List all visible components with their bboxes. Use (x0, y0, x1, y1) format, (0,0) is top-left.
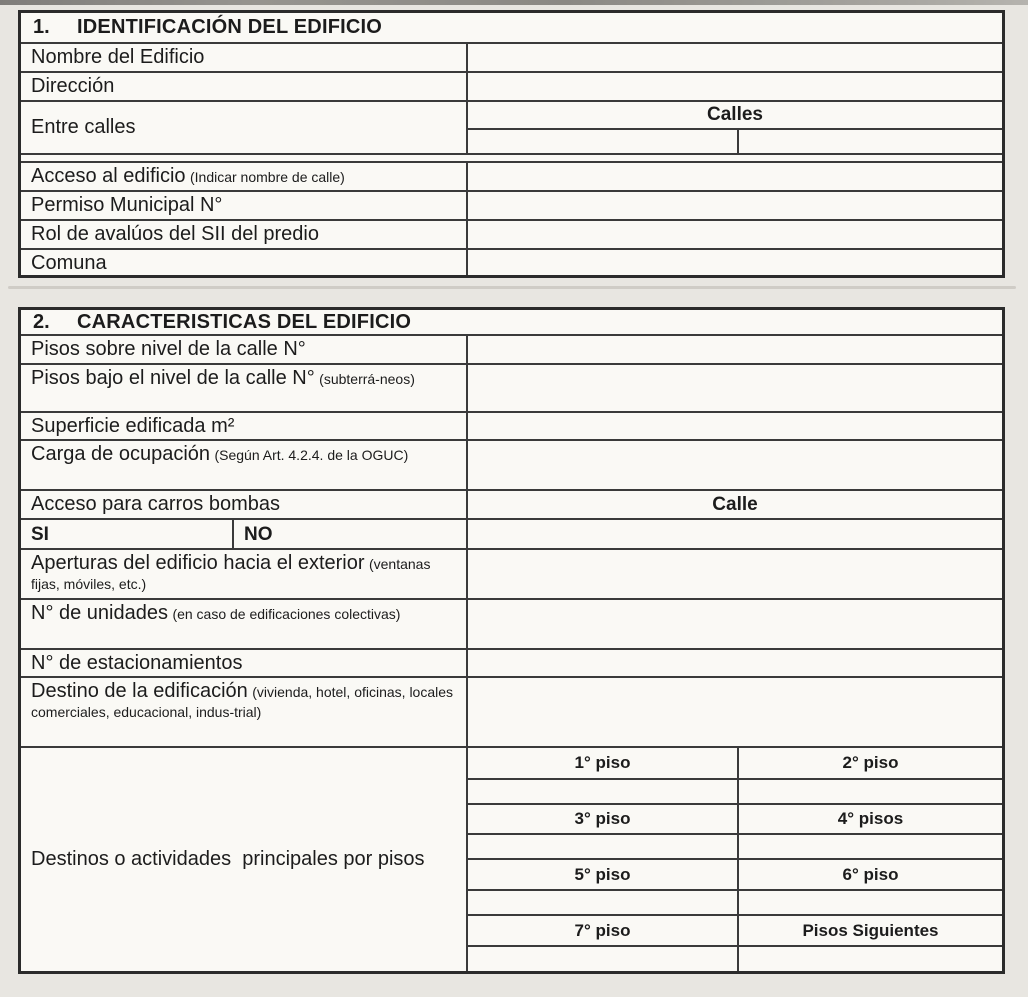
field-pisos-sobre-nivel (468, 336, 1002, 363)
label-cell (21, 550, 468, 598)
field-superficie-edificada (468, 413, 1002, 439)
row-aperturas-exterior (21, 548, 1002, 598)
row-nombre-del-edificio (21, 42, 1002, 71)
calles-split-row (468, 128, 1002, 153)
nombre-label: Nombre del Edificio (31, 46, 205, 68)
floor-value-row (468, 945, 1002, 971)
row-acceso-al-edificio (21, 161, 1002, 190)
section1-number: 1. (33, 16, 50, 38)
field-6-piso (739, 891, 1002, 914)
floor-header-row (468, 803, 1002, 833)
label-cell (21, 163, 468, 190)
aperturas-label: Aperturas del edificio hacia el exterior (31, 552, 365, 574)
entre-calles-label: Entre calles (31, 115, 136, 138)
section1-title: IDENTIFICACIÓN DEL EDIFICIO (77, 16, 383, 38)
label-cell (21, 102, 468, 153)
field-permiso-municipal (468, 192, 1002, 219)
label-cell (21, 44, 468, 71)
section2-header-row (21, 310, 1002, 334)
label-cell (21, 73, 468, 100)
label-cell (21, 491, 468, 518)
destino-note: (vivienda, hotel, oficinas, locales comerciales, educacional, indus-trial) (31, 684, 454, 720)
floor-label-4-pisos: 4° pisos (837, 809, 904, 828)
field-1-piso (468, 780, 739, 803)
si-no-cells (21, 520, 468, 548)
floor-label-2-piso: 2° piso (842, 753, 899, 772)
field-destino-edificacion (468, 678, 1002, 746)
row-numero-estacionamientos (21, 648, 1002, 676)
row-direccion (21, 71, 1002, 100)
floor-label-5-piso: 5° piso (468, 860, 739, 889)
spacer-row (21, 153, 1002, 161)
table-identificacion-del-edificio (18, 10, 1005, 278)
label-cell (21, 221, 468, 248)
floor-value-row (468, 778, 1002, 803)
unidades-note: (en caso de edificaciones colectivas) (172, 606, 401, 622)
pisos-bajo-label: Pisos bajo el nivel de la calle N° (31, 367, 315, 389)
floor-label-pisos-siguientes: Pisos Siguientes (802, 920, 939, 940)
scan-smudge-artifact (8, 286, 1016, 289)
row-carga-de-ocupacion (21, 439, 1002, 489)
field-calle-2 (739, 130, 1002, 153)
field-4-pisos (739, 835, 1002, 858)
label-cell (21, 365, 468, 411)
entre-calles-value-area (468, 102, 1002, 153)
row-comuna (21, 248, 1002, 275)
field-nombre-del-edificio (468, 44, 1002, 71)
section2-title: CARACTERISTICAS DEL EDIFICIO (77, 310, 412, 333)
field-carga-de-ocupacion (468, 441, 1002, 489)
row-rol-avaluos (21, 219, 1002, 248)
floor-header-row (468, 858, 1002, 889)
pisos-sobre-label: Pisos sobre nivel de la calle N° (31, 338, 306, 360)
permiso-label: Permiso Municipal N° (31, 194, 223, 216)
acceso-label: Acceso al edificio (31, 165, 186, 187)
floor-value-row (468, 833, 1002, 858)
floor-label-3-piso: 3° piso (468, 805, 739, 833)
floors-grid (468, 748, 1002, 971)
field-numero-estacionamientos (468, 650, 1002, 676)
acceso-bombas-label: Acceso para carros bombas (31, 493, 281, 515)
superficie-label: Superficie edificada m² (31, 415, 235, 437)
section2-number: 2. (33, 310, 50, 333)
field-acceso-al-edificio (468, 163, 1002, 190)
field-calle-1 (468, 130, 739, 153)
field-pisos-bajo-nivel (468, 365, 1002, 411)
label-cell (21, 600, 468, 648)
calles-header-cell: Calles (707, 103, 763, 125)
label-cell (21, 192, 468, 219)
no-cell: NO (244, 524, 273, 545)
field-calle-carros-bombas (468, 520, 1002, 548)
estacionamientos-label: N° de estacionamientos (31, 652, 243, 674)
carga-note: (Según Art. 4.2.4. de la OGUC) (214, 447, 409, 463)
label-cell (21, 441, 468, 489)
label-cell (21, 650, 468, 676)
si-cell: SI (21, 520, 234, 548)
field-direccion (468, 73, 1002, 100)
floor-label-1-piso: 1° piso (468, 748, 739, 778)
field-aperturas-exterior (468, 550, 1002, 598)
row-pisos-bajo-nivel (21, 363, 1002, 411)
field-2-piso (739, 780, 1002, 803)
row-acceso-carros-bombas (21, 489, 1002, 518)
row-si-no (21, 518, 1002, 548)
row-superficie-edificada (21, 411, 1002, 439)
destino-label: Destino de la edificación (31, 680, 248, 702)
row-pisos-sobre-nivel (21, 334, 1002, 363)
section1-header-row (21, 13, 1002, 42)
field-5-piso (468, 891, 739, 914)
label-cell (21, 678, 468, 746)
comuna-label: Comuna (31, 252, 107, 274)
row-numero-unidades (21, 598, 1002, 648)
aperturas-note: (ventanas fijas, móviles, etc.) (31, 556, 431, 592)
floor-header-row (468, 914, 1002, 945)
row-destino-edificacion (21, 676, 1002, 746)
field-pisos-siguientes (739, 947, 1002, 971)
label-cell (21, 413, 468, 439)
floor-label-6-piso: 6° piso (842, 864, 899, 884)
label-cell (21, 250, 468, 275)
row-entre-calles (21, 100, 1002, 153)
acceso-note: (Indicar nombre de calle) (189, 169, 345, 185)
calle-header-cell: Calle (712, 493, 758, 515)
rol-label: Rol de avalúos del SII del predio (31, 223, 319, 245)
row-permiso-municipal (21, 190, 1002, 219)
table-caracteristicas-del-edificio (18, 307, 1005, 974)
floor-label-7-piso: 7° piso (468, 916, 739, 945)
floor-value-row (468, 889, 1002, 914)
unidades-label: N° de unidades (31, 602, 168, 624)
label-cell (21, 336, 468, 363)
field-7-piso (468, 947, 739, 971)
floor-header-row (468, 748, 1002, 778)
field-comuna (468, 250, 1002, 275)
scan-edge-artifact (0, 0, 1028, 5)
label-cell (21, 748, 468, 971)
row-destinos-por-pisos (21, 746, 1002, 971)
field-rol-avaluos (468, 221, 1002, 248)
carga-label: Carga de ocupación (31, 443, 211, 465)
field-3-piso (468, 835, 739, 858)
direccion-label: Dirección (31, 75, 115, 97)
pisos-bajo-note: (subterrá-neos) (319, 371, 415, 387)
field-numero-unidades (468, 600, 1002, 648)
destinos-pisos-label: Destinos o actividades principales por pisos (31, 847, 425, 870)
